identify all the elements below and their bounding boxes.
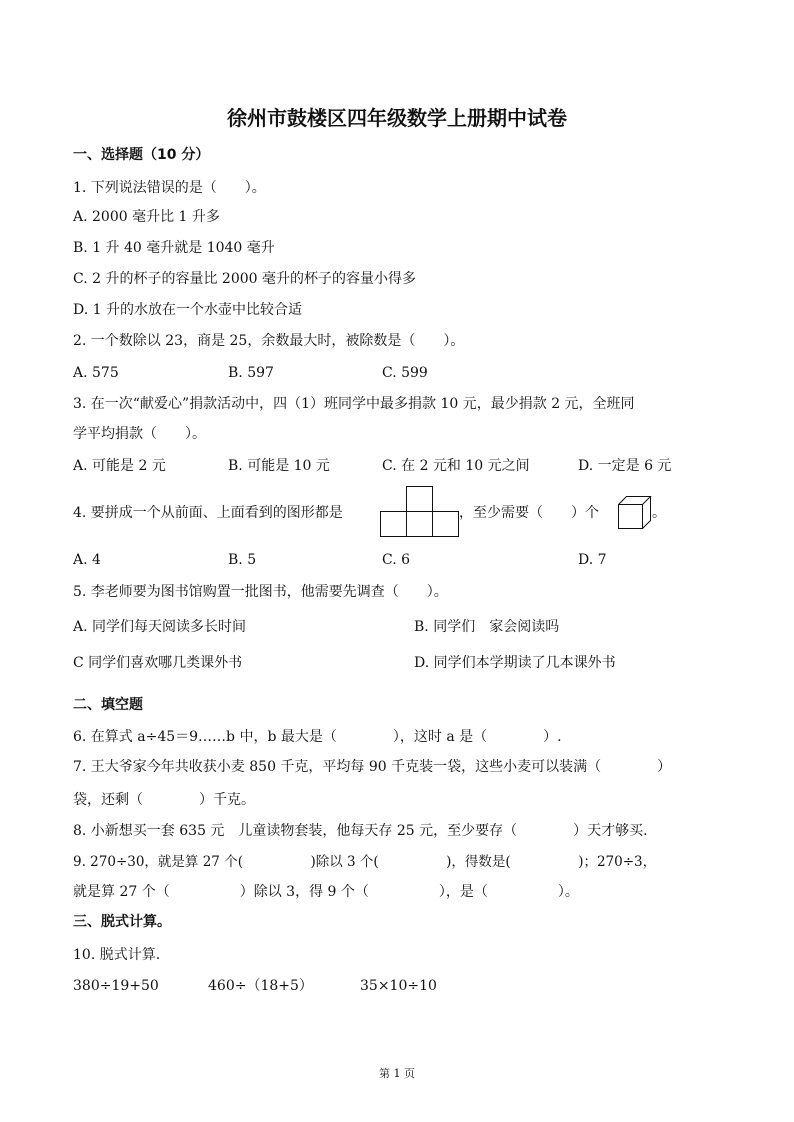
question-3-stem-line1: 3. 在一次“献爱心”捐款活动中，四（1）班同学中最多捐款 10 元，最少捐款 2 元，全班同 (73, 396, 635, 412)
question-6: 6. 在算式 a÷45＝9……b 中，b 最大是（ ），这时 a 是（ ）. (73, 729, 562, 745)
question-4-stem-end: 。 (652, 505, 666, 521)
question-5-option-d: D. 同学们本学期读了几本课外书 (414, 655, 616, 671)
question-9-line1: 9. 270÷30，就是算 27 个( )除以 3 个( )，得数是( )；270÷3， (73, 854, 657, 870)
question-4-option-d: D. 7 (578, 552, 607, 568)
question-3-stem-line2: 学平均捐款（ ）。 (73, 426, 206, 442)
front-top-view-figure (380, 486, 460, 538)
question-4-stem-part1: 4. 要拼成一个从前面、上面看到的图形都是 (73, 505, 343, 521)
question-5-option-c: C 同学们喜欢哪几类课外书 (73, 655, 243, 671)
question-5-option-b: B. 同学们 家会阅读吗 (414, 619, 560, 635)
question-3-option-a: A. 可能是 2 元 (73, 458, 166, 474)
question-3-option-d: D. 一定是 6 元 (578, 458, 672, 474)
question-10-stem: 10. 脱式计算. (73, 947, 161, 963)
question-1-option-c: C. 2 升的杯子的容量比 2000 毫升的杯子的容量小得多 (73, 271, 416, 287)
section-heading-calculation: 三、脱式计算。 (73, 914, 171, 930)
question-3-option-b: B. 可能是 10 元 (228, 458, 330, 474)
question-4-option-c: C. 6 (382, 552, 411, 568)
question-2-stem: 2. 一个数除以 23，商是 25，余数最大时，被除数是（ ）。 (73, 333, 465, 349)
question-4-option-b: B. 5 (228, 552, 257, 568)
question-5-option-a: A. 同学们每天阅读多长时间 (73, 619, 247, 635)
question-3-option-c: C. 在 2 元和 10 元之间 (382, 458, 530, 474)
expression-2: 460÷（18+5） (208, 978, 313, 994)
question-1-stem: 1. 下列说法错误的是（ ）。 (73, 180, 266, 196)
question-4-option-a: A. 4 (73, 552, 101, 568)
page-number: 第 1 页 (379, 1067, 415, 1080)
question-2-option-c: C. 599 (382, 365, 428, 381)
question-4-stem-part2: ，至少需要（ ）个 (459, 505, 599, 521)
section-heading-choice: 一、选择题（10 分） (73, 147, 210, 163)
question-8: 8. 小新想买一套 635 元 儿童读物套装，他每天存 25 元，至少要存（ ）天才够买. (73, 823, 648, 839)
question-9-line2: 就是算 27 个（ ）除以 3，得 9 个（ ），是（ ）。 (73, 884, 579, 900)
expression-3: 35×10÷10 (360, 978, 437, 994)
page-title: 徐州市鼓楼区四年级数学上册期中试卷 (227, 106, 567, 130)
section-heading-fill-in: 二、填空题 (73, 697, 143, 713)
question-7-line1: 7. 王大爷家今年共收获小麦 850 千克，平均每 90 千克装一袋，这些小麦可以装满（ ） (73, 759, 672, 775)
cube-icon (618, 496, 654, 530)
question-2-option-b: B. 597 (228, 365, 274, 381)
question-2-option-a: A. 575 (73, 365, 119, 381)
question-7-line2: 袋，还剩（ ）千克。 (73, 792, 255, 808)
question-5-stem: 5. 李老师要为图书馆购置一批图书，他需要先调查（ ）。 (73, 584, 448, 600)
question-1-option-a: A. 2000 毫升比 1 升多 (73, 209, 220, 225)
question-1-option-b: B. 1 升 40 毫升就是 1040 毫升 (73, 240, 275, 256)
expression-1: 380÷19+50 (73, 978, 159, 994)
question-1-option-d: D. 1 升的水放在一个水壶中比较合适 (73, 302, 302, 318)
